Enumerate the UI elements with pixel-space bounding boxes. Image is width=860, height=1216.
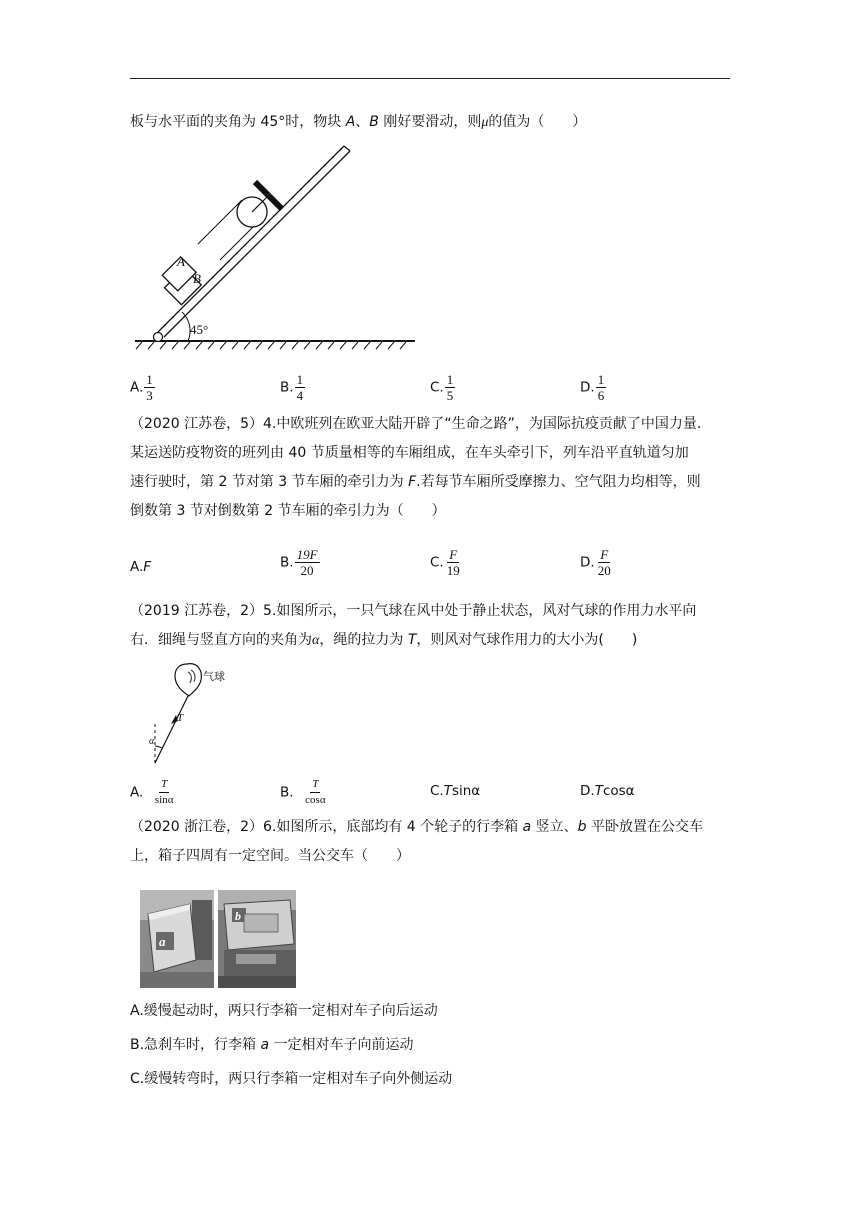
tension-label: T [177,712,184,724]
q3-var-a: A [345,114,356,130]
option-label: A. [130,379,144,396]
q6-line1-post: 平卧放置在公交车 [586,819,703,835]
option-fraction [596,547,613,578]
fraction-num: T [159,777,169,793]
fraction-num: 1 [296,372,304,387]
q4-line-4: 倒数第 3 节对倒数第 2 节车厢的牵引力为（ ） [130,503,446,519]
fraction-num: F [600,547,609,562]
q3-option-a[interactable] [130,372,155,403]
option-fraction [144,372,155,403]
q5-alpha: α [312,633,320,648]
option-label: D. [580,783,595,799]
fraction-den: 20 [597,563,611,578]
option-var-t: T [443,783,452,799]
fraction-den: 3 [146,388,153,403]
fraction-num: 1 [597,372,605,387]
q4-line-1: （2020 江苏卷，5）4.中欧班列在欧亚大陆开辟了“生命之路”，为国际抗疫贡献了中国力量. [130,416,702,432]
q6-option-a[interactable]: A.缓慢起动时，两只行李箱一定相对车子向后运动 [130,1003,438,1019]
option-var-t: T [594,783,603,799]
q6-option-b[interactable] [130,1035,414,1055]
q4-option-b[interactable] [280,547,320,578]
option-fraction [295,547,320,578]
option-fraction [303,777,327,808]
q5-option-b[interactable] [280,777,328,808]
q6-var-b: b [577,819,587,835]
q5-line2-post: ，则风对气球作用力的大小为( ) [416,632,638,648]
option-label: A. [130,559,144,575]
option-label: B. [280,379,294,396]
q6-var-a: a [522,819,532,835]
q5-line-2 [130,630,637,651]
q5-line2-pre: 右．细绳与竖直方向的夹角为 [130,632,312,648]
luggage-a-label: a [159,934,166,949]
luggage-b-label: b [235,909,241,923]
alpha-label: α [149,736,155,747]
q6-option-c[interactable]: C.缓慢转弯时，两只行李箱一定相对车子向外侧运动 [130,1071,453,1087]
luggage-photos [140,890,298,990]
option-label: B. [280,784,294,801]
q4-line-3 [130,472,701,492]
fraction-den: 5 [446,388,454,403]
q3-option-c[interactable] [430,372,455,403]
option-label: D. [580,379,595,396]
option-label: A. [130,784,144,801]
balloon-label: 气球 [203,670,225,683]
balloon-figure [135,658,245,770]
option-fraction [153,777,176,808]
q5-option-a[interactable] [130,777,176,808]
option-label: C. [430,379,444,396]
q3-var-b: B [369,114,379,130]
fraction-den: 6 [597,388,605,403]
fraction-num: F [449,547,458,562]
header-rule [130,78,730,79]
q5-option-d[interactable] [580,782,635,800]
option-label: C. [430,783,444,799]
fraction-den: 20 [300,563,314,578]
fraction-num: 1 [446,372,454,387]
q6-line1-mid: 竖立、 [531,819,578,835]
q3-stem [130,112,586,133]
option-fraction [295,372,306,403]
q3-option-d[interactable] [580,372,606,403]
q3-sep: 、 [355,114,370,130]
option-label: C. [430,554,444,571]
option-value: F [143,559,152,575]
q3-mu: μ [481,115,489,130]
option-fraction [596,372,607,403]
incline-figure [130,140,430,355]
q3-text-pre: 板与水平面的夹角为 45°时，物块 [130,114,346,130]
q6-option-b-var: a [260,1037,270,1053]
q5-line-1: （2019 江苏卷，2）5.如图所示，一只气球在风中处于静止状态，风对气球的作用力水平向 [130,603,697,619]
q4-option-c[interactable] [430,547,462,578]
q4-line-2: 某运送防疫物资的班列由 40 节质量相等的车厢组成，在车头牵引下，列车沿平直轨道匀加 [130,445,689,461]
fraction-num: 19F [296,547,318,562]
q6-option-b-post: 一定相对车子向前运动 [269,1037,414,1053]
q3-option-b[interactable] [280,372,305,403]
q4-line3-pre: 速行驶时，第 2 节对第 3 节车厢的牵引力为 [130,474,409,490]
q4-line3-post: .若每节车厢所受摩擦力、空气阻力均相等，则 [416,474,701,490]
option-label: B. [280,554,294,571]
option-trig: sinα [451,783,481,799]
block-b-label: B [193,271,201,286]
q4-option-a[interactable] [130,558,151,576]
q6-line-2: 上，箱子四周有一定空间。当公交车（ ） [130,848,410,864]
fraction-den: cosα [305,794,326,806]
q4-option-d[interactable] [580,547,613,578]
q5-line2-mid: ，绳的拉力为 [319,632,408,648]
fraction-den: sinα [154,794,174,806]
q5-var-t: T [407,632,417,648]
option-label: D. [580,554,595,571]
block-a-label: A [177,254,185,269]
fraction-den: 4 [296,388,304,403]
fraction-num: T [310,777,320,793]
q3-text-post: 的值为（ ） [488,114,587,130]
q6-option-b-pre: B.急刹车时，行李箱 [130,1037,261,1053]
option-fraction [445,547,462,578]
q5-option-c[interactable] [430,782,480,800]
q3-text-mid: 刚好要滑动，则 [378,114,482,130]
option-fraction [445,372,456,403]
fraction-num: 1 [146,372,153,387]
angle-label: 45° [190,322,209,337]
q6-line1-pre: （2020 浙江卷，2）6.如图所示，底部均有 4 个轮子的行李箱 [130,819,523,835]
q6-line-1 [130,817,703,837]
q4-var-f: F [408,474,417,490]
fraction-den: 19 [446,563,460,578]
option-trig: cosα [602,783,635,799]
